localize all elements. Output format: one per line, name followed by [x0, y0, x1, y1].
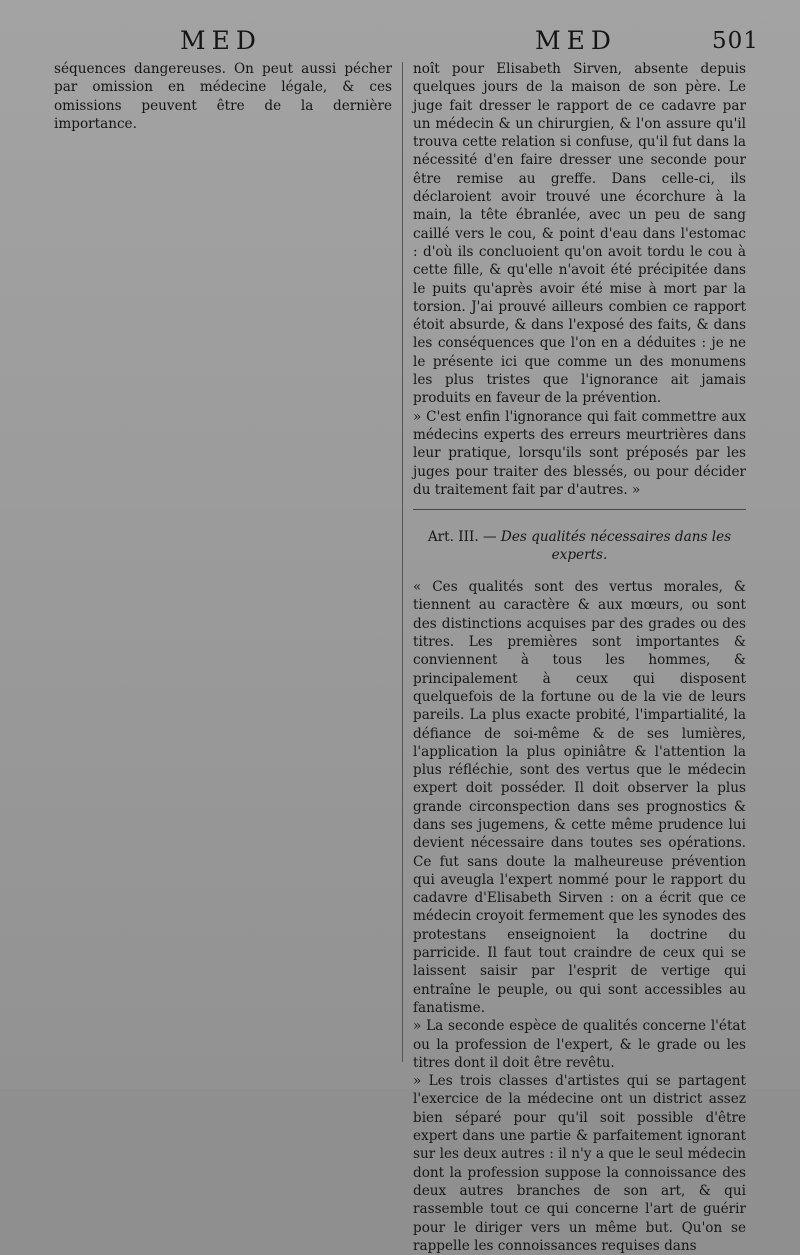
right-column: [413, 60, 746, 1255]
paragraph: noît pour Elisabeth Sirven, absente depuis quelques jours de la maison de son père. Le juge fait dresser le rapport de ce cadavre par un médecin & un chirurgien, & l'on assure qu'il trouva cette relation si confuse, qu'il fut dans la nécessité d'en faire dresser une seconde pour être remise au greffe. Dans celle-ci, ils déclaroient avoir trouvé une écorchure à la main, la tête ébranlée, avec un peu de sang caillé vers le cou, & point d'eau dans l'estomac : d'où ils concluoient qu'on avoit tordu le cou à cette fille, & qu'elle n'avoit été précipitée dans le puits qu'après avoir été mise à mort par la torsion. J'ai prouvé ailleurs combien ce rapport étoit absurde, & dans l'exposé des faits, & dans les conséquences que l'on en a déduites : je ne le présente ici que comme un des monumens les plus tristes que l'ignorance ait jamais produits en faveur de la prévention.: [413, 61, 746, 407]
paragraph: séquences dangereuses. On peut aussi pécher par omission en médecine légale, & ces omissions peuvent être de la dernière importance.: [54, 61, 392, 132]
article-heading: [413, 526, 746, 564]
left-column: [54, 60, 392, 133]
header-left-title: MED: [180, 26, 262, 55]
article-title: Des qualités nécessaires dans les experts.: [500, 529, 732, 564]
page-number: 501: [712, 28, 759, 54]
column-divider: [402, 62, 403, 1062]
paragraph: » Les trois classes d'artistes qui se partagent l'exercice de la médecine ont un district assez bien séparé pour qu'il soit possible d'être expert dans une partie & parfaitement ignorant sur les deux autres : il n'y a que le seul médecin dont la profession suppose la connoissance des deux autres branches de son art, & qui rassemble tout ce qui concerne l'art de guérir pour le diriger vers un même but. Qu'on se rappelle les connoissances requises dans: [413, 1073, 746, 1254]
section-divider: [413, 509, 746, 510]
paragraph: » La seconde espèce de qualités concerne l'état ou la profession de l'expert, & le grade ou les titres dont il doit être revêtu.: [413, 1018, 746, 1071]
paragraph: « Ces qualités sont des vertus morales, & tiennent au caractère & aux mœurs, ou sont des distinctions acquises par des grades ou des titres. Les premières sont importantes & conviennent à tous les hommes, & principalement à ceux qui disposent quelquefois de la fortune ou de la vie de leurs pareils. La plus exacte probité, l'impartialité, la défiance de soi-même & de ses lumières, l'application la plus opiniâtre & l'attention la plus réfléchie, sont des vertus que le médecin expert doit posséder. Il doit observer la plus grande circonspection dans ses prognostics & dans ses jugemens, & cette même prudence lui devient nécessaire dans toutes ses opérations. Ce fut sans doute la malheureuse prévention qui aveugla l'expert nommé pour le rapport du cadavre d'Elisabeth Sirven : on a écrit que ce médecin croyoit fermement que les synodes des protestans enseignoient la doctrine du parricide. Il faut tout craindre de ceux qui se laissent saisir par l'esprit de vertige qui entraîne le peuple, ou qui sont accessibles au fanatisme.: [413, 579, 746, 1016]
article-label: Art. III. —: [427, 529, 497, 546]
paragraph: » C'est enfin l'ignorance qui fait commettre aux médecins experts des erreurs meurtrières dans leur pratique, lorsqu'ils sont préposés par les juges pour traiter des blessés, ou pour décider du traitement fait par d'autres. »: [413, 408, 746, 498]
header-right-title: MED: [535, 26, 617, 55]
running-header: [0, 26, 800, 58]
